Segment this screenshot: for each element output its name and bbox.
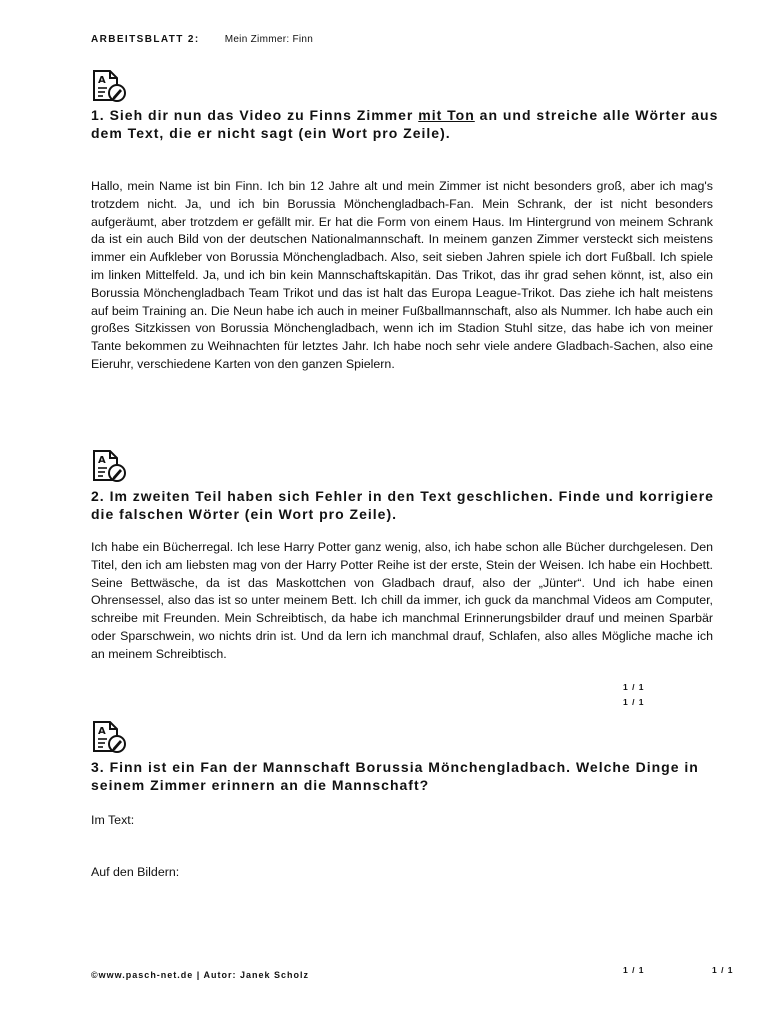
worksheet-header — [91, 34, 313, 45]
worksheet-pencil-icon — [91, 449, 127, 483]
answer-label-images: Auf den Bildern: — [91, 865, 180, 879]
footer-page-mark: 1 / 1 — [712, 965, 734, 975]
worksheet-pencil-icon — [91, 720, 127, 754]
svg-text:A: A — [98, 455, 106, 466]
footer-page-mark: 1 / 1 — [623, 965, 645, 975]
task1-heading: 1. Sieh dir nun das Video zu Finns Zimmer mit Ton an und streiche alle Wörter aus dem Text, die er nicht sagt (ein Wort pro Zeile). — [91, 107, 719, 141]
task1-text: Hallo, mein Name ist bin Finn. Ich bin 12 Jahre alt und mein Zimmer ist nicht besonders groß, aber ich mag's trotzdem nicht. Ja, und ich bin Borussia Mönchengladbach-Fan. Mein Schrank, der ist nicht besonders aufgeräumt, aber trotzdem er gefällt mir. Er hat die Form von einem Haus. Im Hintergrund von meinem Schrank da ist ein auch Bild von der deutschen Nationalmannschaft. In meinem ganzen Zimmer versteckt sich meistens immer ein Aufkleber von Borussia Mönchengladbach. Also, seit sieben Jahren spiele ich dort Fußball. Ich spiele im linken Mittelfeld. Ja, und ich bin kein Mannschaftskapitän. Das Trikot, das ihr grad sehen könnt, ist, also ein Borussia Mönchengladbach Team Trikot und das ist halt das Europa League-Trikot. Das ziehe ich halt meistens auf beim Training an. Die Neun habe ich auch in meiner Fußballmannschaft, also als Nummer. Ich habe auch ein großes Sitzkissen von Borussia Mönchengladbach, wenn ich im Stadion Stuhl sitze, das habe ich von meiner Tante bekommen zu Weihnachten für letztes Jahr. Ich habe noch sehr viele andere Gladbach-Sachen, also eine Eieruhr, verschiedene Karten von den ganzen Spielern. — [91, 179, 713, 371]
task2-heading: 2. Im zweiten Teil haben sich Fehler in den Text geschlichen. Finde und korrigiere die falschen Wörter (ein Wort pro Zeile). — [91, 488, 714, 522]
svg-text:A: A — [98, 75, 106, 86]
worksheet-label: ARBEITSBLATT 2: — [91, 34, 200, 45]
answer-label-text: Im Text: — [91, 813, 135, 827]
task3-heading: 3. Finn ist ein Fan der Mannschaft Borussia Mönchengladbach. Welche Dinge in seinem Zimmer erinnern an die Mannschaft? — [91, 759, 699, 793]
task1-heading-underlined: mit Ton — [418, 107, 475, 123]
worksheet-pencil-icon — [91, 69, 127, 103]
footer-credit: ©www.pasch-net.de | Autor: Janek Scholz — [91, 970, 310, 980]
worksheet-title: Mein Zimmer: Finn — [224, 34, 314, 45]
svg-text:A: A — [98, 726, 106, 737]
page-mark: 1 / 1 — [623, 697, 645, 707]
page-mark: 1 / 1 — [623, 682, 645, 692]
task2-text: Ich habe ein Bücherregal. Ich lese Harry Potter ganz wenig, also, ich habe schon alle Bücher durchgelesen. Den Titel, den ich am liebsten mag von der Harry Potter Reihe ist der erste, Stein der Weisen. Ich habe ein Hochbett. Seine Bettwäsche, da ist das Maskottchen von Gladbach drauf, also der „Jünter“. Und ich habe einen Ohrensessel, also das ist so unter meinem Bett. Ich chill da immer, ich guck da manchmal Videos am Computer, schreibe mit Freunden. Mein Schreibtisch, da habe ich manchmal Erinnerungsbilder drauf und meinen Sparbär oder Sparschwein, wo nichts drin ist. Und da lern ich manchmal drauf, Schlafen, also alles Mögliche mache ich an meinem Schreibtisch. — [91, 540, 713, 661]
